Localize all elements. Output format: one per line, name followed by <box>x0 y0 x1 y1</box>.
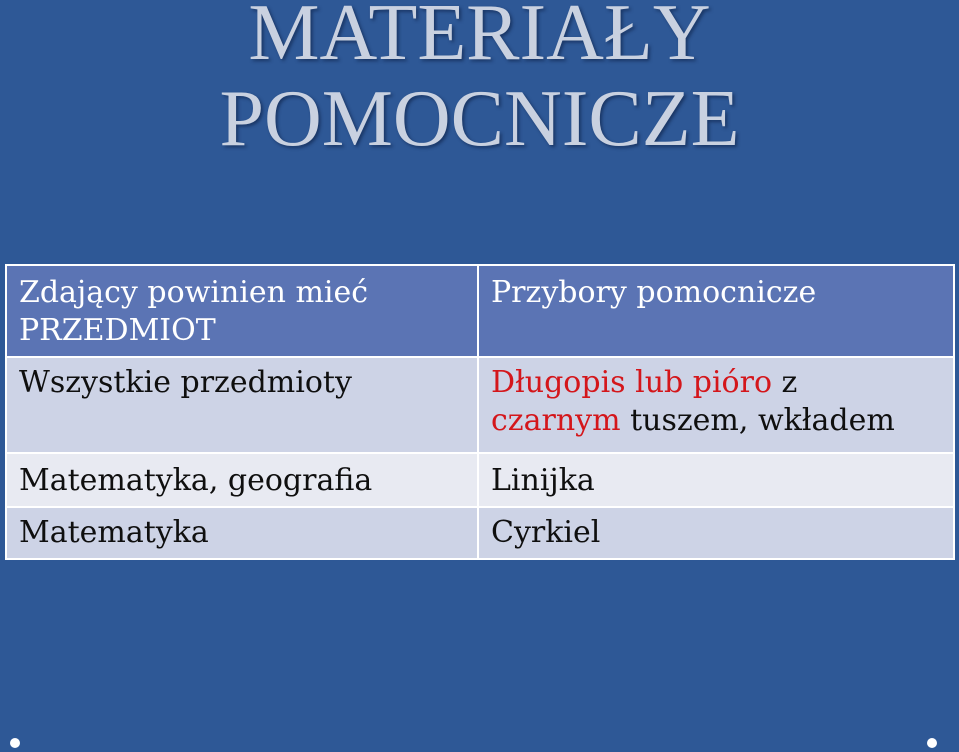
table-cell-tools <box>478 453 954 507</box>
table-cell-tools <box>478 507 954 559</box>
title-line-2: POMOCNICZE <box>219 75 740 163</box>
table-row <box>6 507 954 559</box>
cell-tools-plain-1: z <box>772 365 798 400</box>
cell-tools-highlight-1: Długopis lub pióro <box>491 365 773 400</box>
slide-corner-dot-left <box>10 738 20 748</box>
cell-tools-text: Cyrkiel <box>491 515 601 550</box>
table-row <box>6 357 954 453</box>
table-cell-subject <box>6 453 478 507</box>
slide-corner-dot-right <box>927 738 937 748</box>
header-subject-line-1: Zdający powinien mieć <box>19 275 369 310</box>
cell-subject-text: Matematyka, geografia <box>19 463 373 498</box>
cell-subject-text: Wszystkie przedmioty <box>19 365 352 400</box>
title-line-1: MATERIAŁY <box>248 0 711 77</box>
cell-subject-text: Matematyka <box>19 515 209 550</box>
materials-table <box>5 264 955 560</box>
header-tools-label: Przybory pomocnicze <box>491 275 817 310</box>
header-cell-tools <box>478 265 954 357</box>
table-row <box>6 453 954 507</box>
slide-title <box>0 0 959 162</box>
cell-tools-text: Linijka <box>491 463 595 498</box>
cell-tools-highlight-2: czarnym <box>491 403 621 438</box>
table-header-row <box>6 265 954 357</box>
table-cell-subject <box>6 507 478 559</box>
table-cell-subject <box>6 357 478 453</box>
header-cell-subject <box>6 265 478 357</box>
table-cell-tools <box>478 357 954 453</box>
header-subject-line-2: PRZEDMIOT <box>19 313 216 348</box>
cell-tools-plain-2: tuszem, wkładem <box>620 403 895 438</box>
